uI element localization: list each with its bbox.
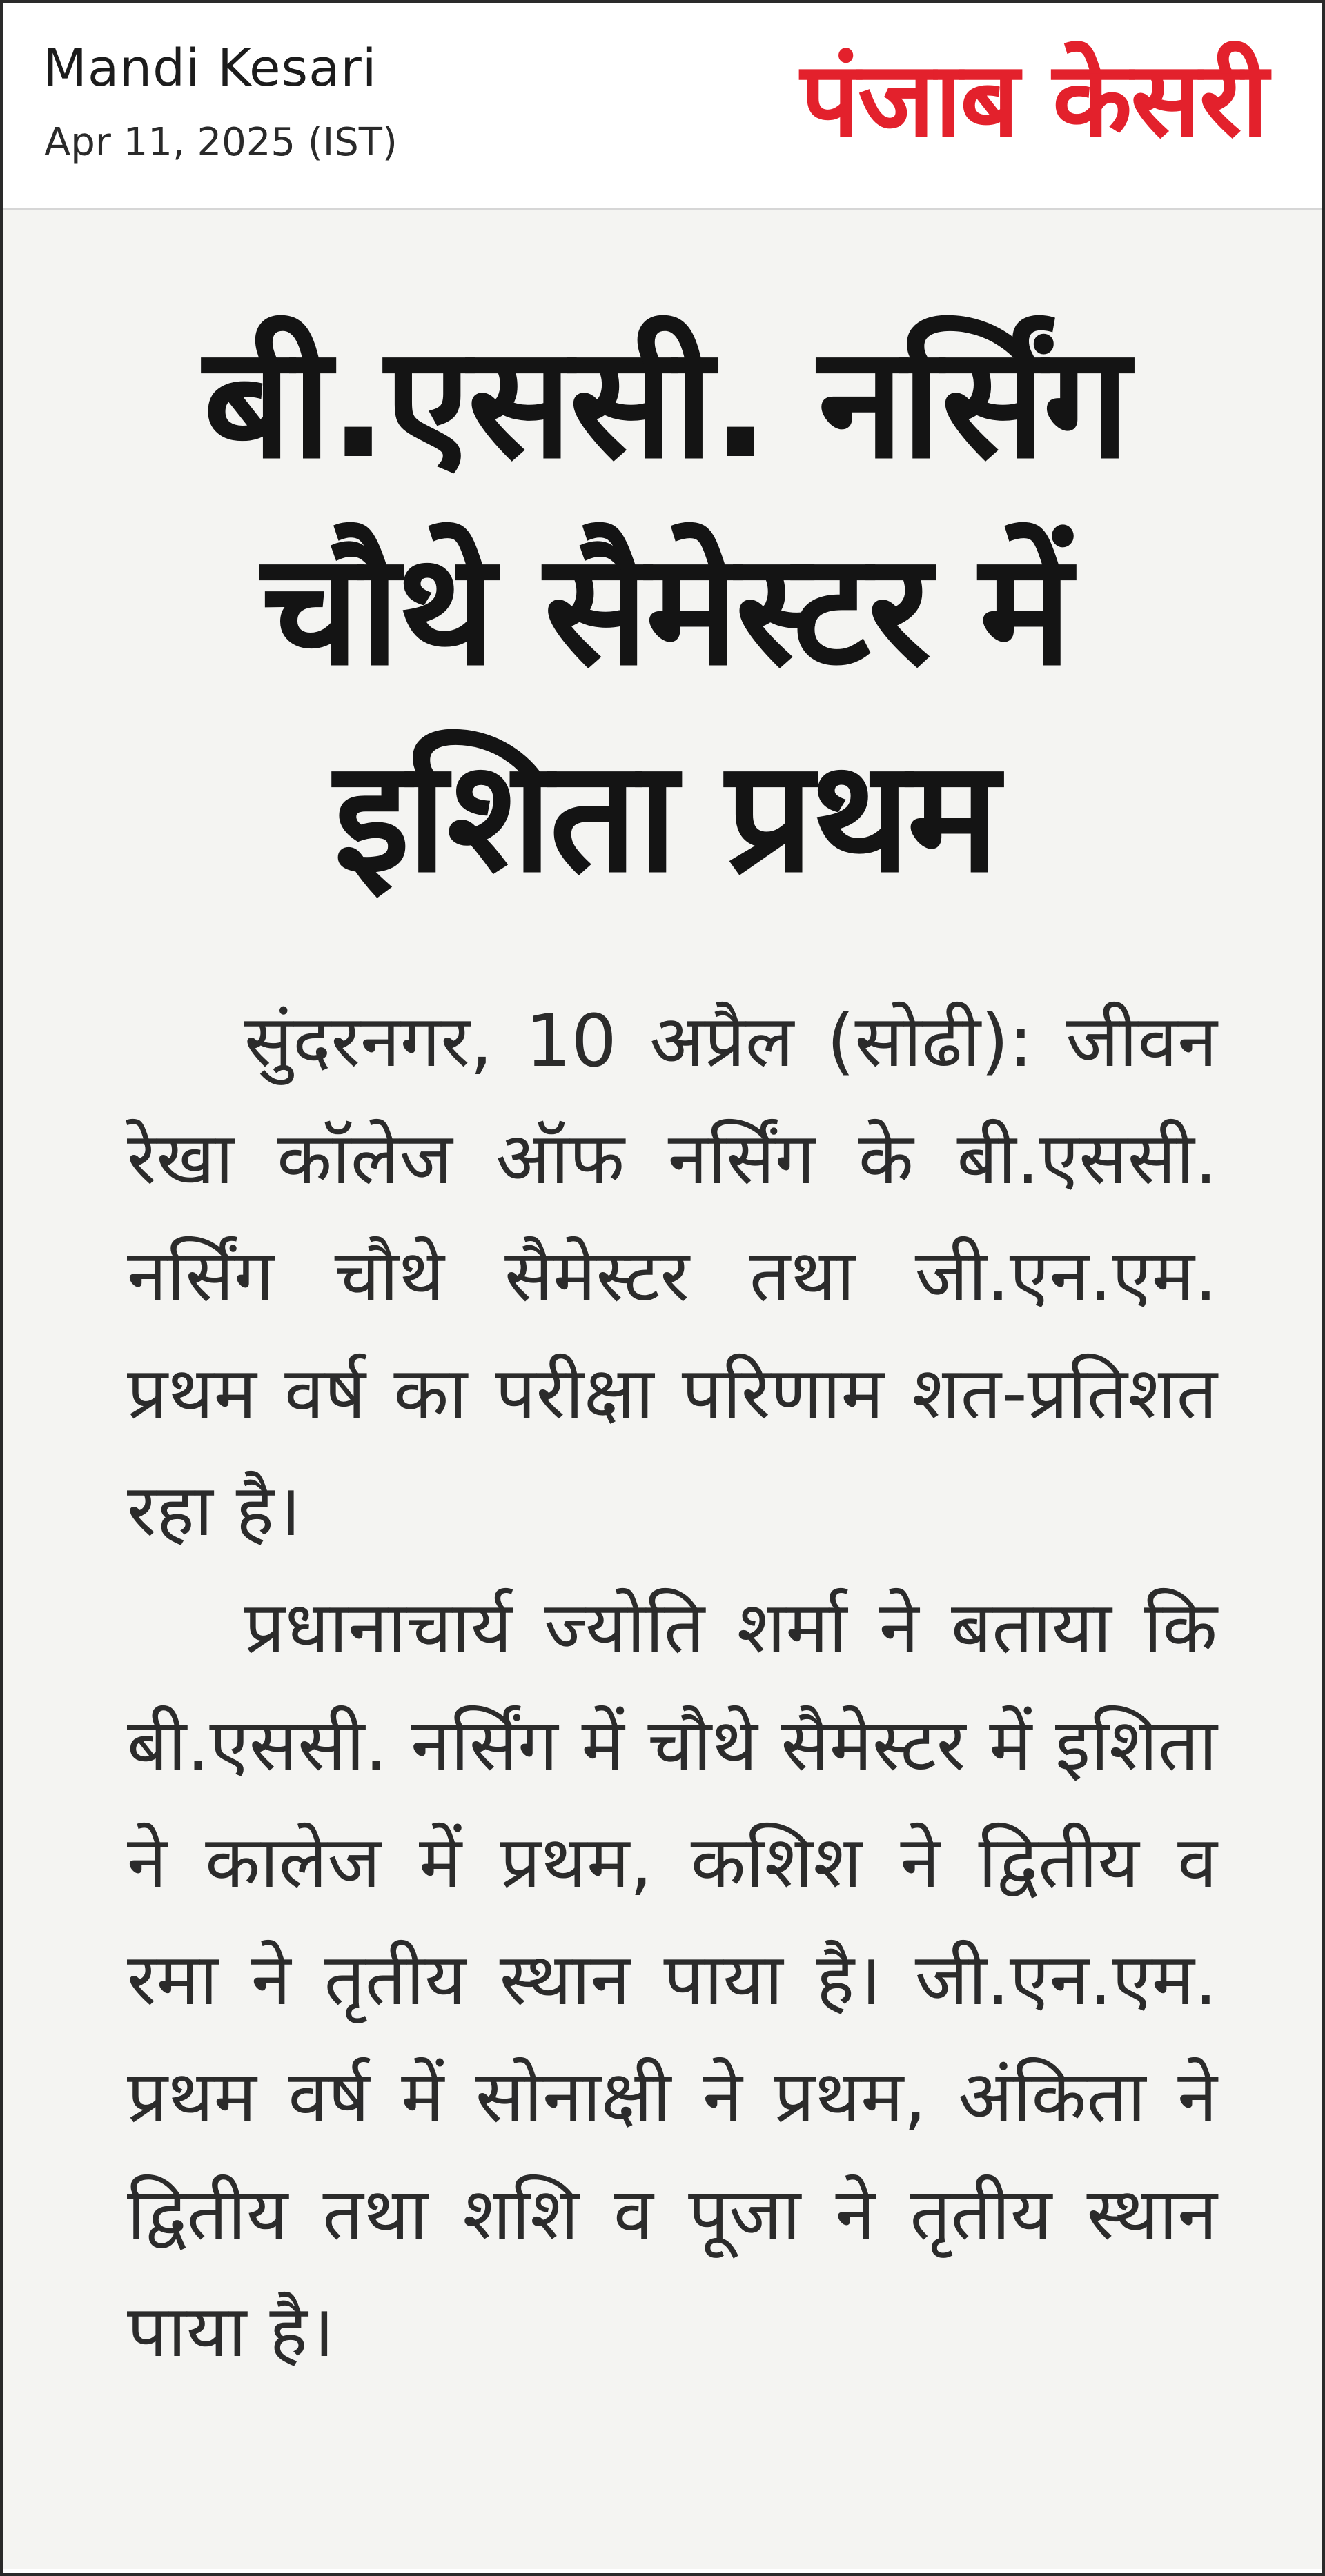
article-paragraph: प्रधानाचार्य ज्योति शर्मा ने बताया कि बी.एससी. नर्सिंग में चौथे सैमेस्टर में इशिता ने कालेज में प्रथम, कशिश ने द्वितीय व रमा ने तृतीय स्थान पाया है। जी.एन.एम. प्रथम वर्ष में सोनाक्षी ने प्रथम, अंकिता ने द्वितीय तथा शशि व पूजा ने तृतीय स्थान पाया है। [127, 1585, 1217, 2373]
publication-date: Apr 11, 2025 (IST) [44, 120, 398, 165]
article-headline [86, 299, 1245, 920]
headline-line: चौथे सैमेस्टर में [261, 519, 1070, 700]
article-clipping [3, 210, 1322, 2569]
headline-line: इशिता प्रथम [333, 726, 997, 906]
article-body [127, 982, 1217, 2390]
article-paragraph: सुंदरनगर, 10 अप्रैल (सोढी): जीवन रेखा कॉलेज ऑफ नर्सिंग के बी.एससी. नर्सिंग चौथे सैमेस्टर तथा जी.एन.एम. प्रथम वर्ष का परीक्षा परिणाम शत-प्रतिशत रहा है। [127, 999, 1217, 1552]
headline-line: बी.एससी. नर्सिंग [203, 313, 1128, 493]
clipping-header [3, 3, 1322, 210]
newspaper-logo: पंजाब केसरी [800, 40, 1267, 160]
edition-name: Mandi Kesari [43, 39, 377, 98]
